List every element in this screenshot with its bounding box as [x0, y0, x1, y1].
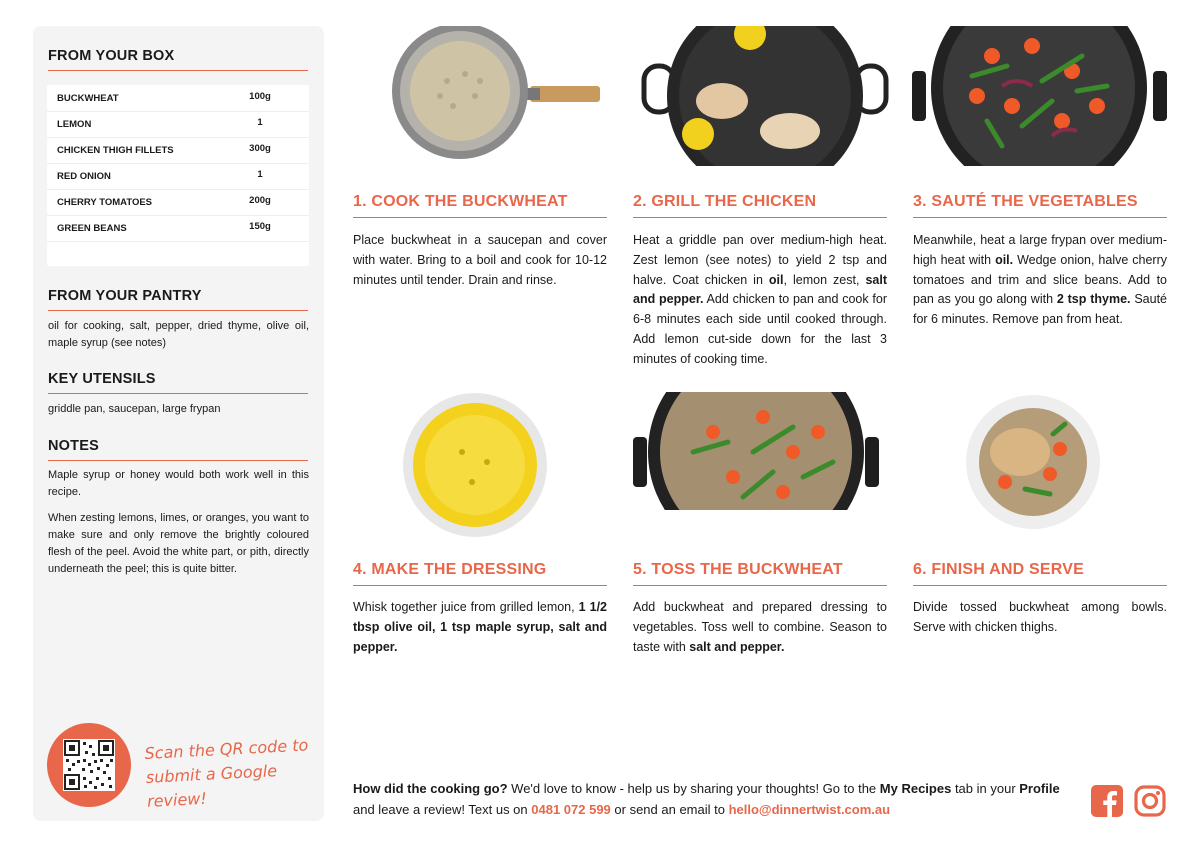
footer-text-1: We'd love to know - help us by sharing your thoughts! Go to the: [507, 781, 880, 796]
step-text-bold: salt and pepper.: [633, 272, 887, 307]
facebook-icon[interactable]: [1091, 785, 1123, 817]
step-text: Heat a griddle pan over medium-high heat. Zest lemon (see notes) to yield 2 tsp and halve. Coat chicken in: [633, 233, 887, 287]
ingredient-row: [47, 215, 309, 242]
footer-question: How did the cooking go?: [353, 781, 508, 796]
step-5-title: 5. TOSS THE BUCKWHEAT: [633, 561, 887, 586]
step-text: Meanwhile, heat a large frypan over medium-high heat with: [913, 233, 1167, 267]
step-text-bold: oil.: [995, 252, 1014, 267]
step-2-image: [640, 26, 890, 166]
email-link[interactable]: hello@dinnertwist.com.au: [728, 802, 891, 817]
qr-code-icon[interactable]: [63, 739, 115, 791]
step-5-image: [633, 392, 879, 510]
ingredient-qty: 300g: [249, 143, 271, 154]
note-2: When zesting lemons, limes, or oranges, you want to make sure and only remove the brightly coloured flesh of the peel. Avoid the white part, or pith, directly underneath the peel; this is quite bitter.: [48, 512, 309, 575]
ingredient-name: BUCKWHEAT: [57, 93, 119, 104]
ingredient-name: CHERRY TOMATOES: [57, 197, 153, 208]
step-6-body: [913, 598, 1167, 638]
ingredient-qty: 1: [257, 169, 263, 180]
pantry-text: oil for cooking, salt, pepper, dried thyme, olive oil, maple syrup (see notes): [48, 320, 309, 349]
step-text: Place buckwheat in a saucepan and cover with water. Bring to a boil and cook for 10-12 minutes until tender. Drain and rinse.: [353, 233, 607, 287]
qr-caption-line-2: submit a Google review!: [145, 761, 278, 811]
step-1-image: [385, 26, 605, 166]
step-5-body: [633, 598, 887, 657]
step-text: Sauté for 6 minutes. Remove pan from heat.: [913, 292, 1168, 327]
ingredient-name: CHICKEN THIGH FILLETS: [57, 145, 174, 156]
from-your-pantry-title: FROM YOUR PANTRY: [48, 288, 308, 311]
step-text-bold: 2 tsp thyme.: [1056, 292, 1131, 307]
qr-caption: [144, 733, 318, 814]
ingredient-table: [47, 85, 309, 266]
ingredient-qty: 200g: [249, 195, 271, 206]
step-text-bold: salt and pepper.: [689, 639, 785, 654]
step-6-title: 6. FINISH AND SERVE: [913, 561, 1167, 586]
step-2-title: 2. GRILL THE CHICKEN: [633, 193, 887, 218]
footer-text-3: and leave a review! Text us on: [353, 802, 532, 817]
step-3-title: 3. SAUTÉ THE VEGETABLES: [913, 193, 1167, 218]
review-footer: [353, 778, 1073, 820]
step-3-body: [913, 231, 1167, 330]
step-4-body: [353, 598, 607, 657]
step-text: Add chicken to pan and cook for 6-8 minutes each side until cooked through. Add lemon cut-side down for the last 3 minutes of cooking time.: [633, 292, 888, 366]
key-utensils-title: KEY UTENSILS: [48, 371, 308, 394]
step-text: Divide tossed buckwheat among bowls. Serve with chicken thighs.: [913, 600, 1167, 634]
footer-text-2: tab in your: [951, 781, 1020, 796]
step-4-image: [402, 392, 548, 538]
ingredient-row: [47, 137, 309, 164]
step-text: Wedge onion, halve cherry tomatoes and trim and slice beans. Add to pan as you go along with: [913, 252, 1167, 307]
qr-badge: [47, 723, 131, 807]
ingredient-row: [47, 111, 309, 138]
step-3-image: [912, 26, 1167, 166]
instagram-icon[interactable]: [1134, 785, 1166, 817]
step-6-image: [965, 394, 1101, 530]
step-text-bold: 1 1/2 tbsp olive oil, 1 tsp maple syrup, salt and pepper.: [353, 600, 607, 654]
utensils-text: griddle pan, saucepan, large frypan: [48, 403, 221, 415]
step-text-bold: oil: [768, 272, 784, 287]
qr-caption-line-1: Scan the QR code to: [144, 735, 309, 763]
my-recipes-link[interactable]: My Recipes: [879, 781, 952, 796]
from-your-box-title: FROM YOUR BOX: [48, 48, 308, 71]
ingredient-name: RED ONION: [57, 171, 111, 182]
ingredient-qty: 100g: [249, 91, 271, 102]
ingredient-row: [47, 189, 309, 216]
step-text: , lemon zest,: [783, 272, 866, 287]
footer-text-4: or send an email to: [610, 802, 729, 817]
step-4-title: 4. MAKE THE DRESSING: [353, 561, 607, 586]
phone-link[interactable]: 0481 072 599: [531, 802, 611, 817]
ingredient-name: GREEN BEANS: [57, 223, 127, 234]
step-2-body: [633, 231, 887, 370]
step-1-title: 1. COOK THE BUCKWHEAT: [353, 193, 607, 218]
note-1: Maple syrup or honey would both work well in this recipe.: [48, 469, 309, 498]
ingredients-sidebar: [33, 26, 324, 821]
ingredient-name: LEMON: [57, 119, 92, 130]
profile-link[interactable]: Profile: [1019, 781, 1060, 796]
step-text: Whisk together juice from grilled lemon,: [353, 600, 579, 614]
ingredient-row: [47, 163, 309, 190]
step-text: Add buckwheat and prepared dressing to vegetables. Toss well to combine. Season to taste with: [633, 600, 887, 654]
ingredient-row: [47, 85, 309, 112]
ingredient-qty: 1: [257, 117, 263, 128]
step-1-body: [353, 231, 607, 290]
notes-title: NOTES: [48, 438, 308, 461]
ingredient-qty: 150g: [249, 221, 271, 232]
